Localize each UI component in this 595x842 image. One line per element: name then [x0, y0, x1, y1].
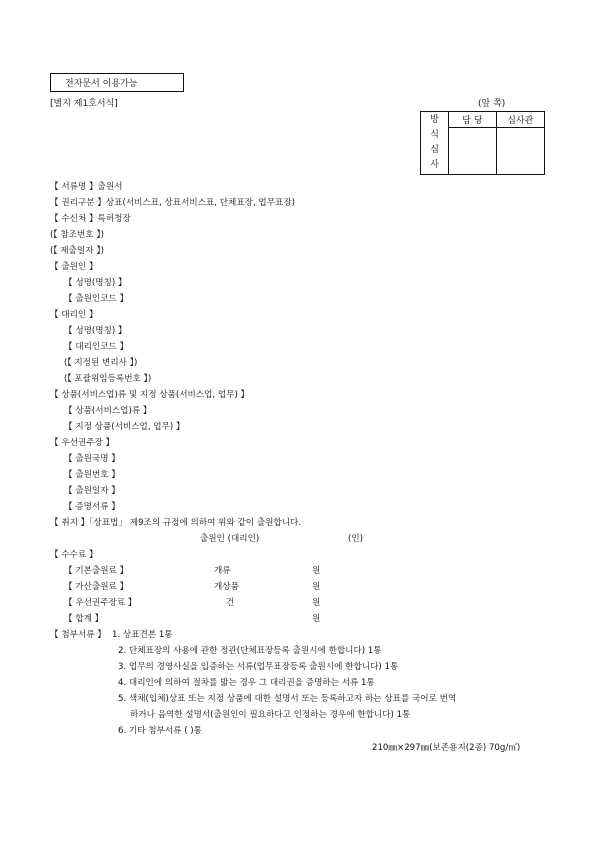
application-country: 【 출원국명 】: [64, 454, 120, 464]
applicant-heading: 【 출원인 】: [50, 262, 98, 272]
goods-class: 【 상품(서비스업)류 】: [64, 406, 152, 416]
examination-box: [420, 111, 545, 175]
right-type: 【 권리구분 】상표(서비스표, 상표서비스표, 단체표장, 업무표장): [50, 198, 295, 208]
attachment-item-continued: 하거나 음역한 설명서(출원인이 필요하다고 인정하는 경우에 한합니다) 1통: [130, 710, 411, 720]
designated-goods: 【 지정 상품(서비스업, 업무) 】: [64, 422, 185, 432]
exam-cell-examiner: [496, 128, 544, 175]
recipient: 【 수신처 】특허청장: [50, 214, 131, 224]
applicant-signature-label: 출원인 (대리인): [200, 534, 260, 544]
fee-basic-count: 개류: [214, 566, 231, 576]
exam-cell-staff: [449, 128, 496, 175]
priority-claim-heading: 【 우선권주장 】: [50, 438, 115, 448]
electronic-document-label: [50, 73, 184, 92]
attachment-item: 5. 색채(입체)상표 또는 지정 상품에 대한 설명서 또는 등록하고자 하는 상표를 국어로 번역: [118, 694, 457, 704]
fee-priority-label: 【 우선권주장료 】: [64, 598, 137, 608]
fee-basic-unit: 원: [312, 566, 321, 576]
fee-priority-count: 건: [226, 598, 235, 608]
exam-label-char: 식: [430, 130, 439, 140]
purpose-statement: 【 취지 】「상표법」 제9조의 규정에 의하여 위와 같이 출원합니다.: [50, 518, 302, 528]
fee-total-unit: 원: [312, 614, 321, 624]
attachment-item: 4. 대리인에 의하여 절차를 밟는 경우 그 대리권을 증명하는 서류 1통: [118, 678, 375, 688]
examination-label: [421, 112, 449, 175]
goods-class-heading: 【 상품(서비스업)류 및 지정 상품(서비스업, 업무) 】: [50, 390, 250, 400]
fee-total-label: 【 합계 】: [64, 614, 104, 624]
fee-additional-label: 【 가산출원료 】: [64, 582, 129, 592]
application-number: 【 출원번호 】: [64, 470, 120, 480]
reference-number: (【 참조번호 】): [50, 230, 104, 240]
seal-mark: (인): [348, 534, 364, 544]
applicant-name: 【 성명(명칭) 】: [64, 278, 127, 288]
exam-label-char: 사: [430, 160, 439, 170]
attachment-item: 3. 업무의 경영사실을 입증하는 서류(업무표장등록 출원시에 한합니다) 1통: [118, 662, 399, 672]
electronic-document-label-text: 전자문서 이용가능: [65, 79, 138, 89]
agent-heading: 【 대리인 】: [50, 310, 98, 320]
paper-spec: 210㎜×297㎜(보존용지(2종) 70g/㎡): [372, 743, 521, 753]
general-power-number: (【 포괄위임등록번호 】): [64, 374, 152, 384]
application-date: 【 출원일자 】: [64, 486, 120, 496]
exam-label-char: 심: [430, 145, 439, 155]
designated-attorney: (【 지정된 변리사 】): [64, 358, 138, 368]
exam-col-examiner: 심사관: [496, 112, 544, 128]
exam-label-char: 방: [430, 115, 439, 125]
fee-priority-unit: 원: [312, 598, 321, 608]
proof-documents: 【 증명서류 】: [64, 502, 120, 512]
fees-heading: 【 수수료 】: [50, 550, 98, 560]
form-number: [별지 제1호서식]: [50, 99, 118, 109]
attachment-item: 6. 기타 첨부서류 ( )통: [118, 726, 202, 736]
fee-basic-label: 【 기본출원료 】: [64, 566, 129, 576]
attachment-item: 2. 단체표장의 사용에 관한 정관(단체표장등록 출원시에 한합니다) 1통: [118, 646, 382, 656]
document-name: 【 서류명 】출원서: [50, 182, 123, 192]
fee-additional-count: 개상품: [214, 582, 239, 592]
agent-code: 【 대리인코드 】: [64, 342, 129, 352]
page-side: (앞 쪽): [478, 99, 506, 109]
applicant-code: 【 출원인코드 】: [64, 294, 129, 304]
agent-name: 【 성명(명칭) 】: [64, 326, 127, 336]
attachment-item: 1. 상표견본 1통: [112, 630, 173, 640]
submission-date: (【 제출일자 】): [50, 246, 104, 256]
attachments-heading: 【 첨부서류 】: [50, 630, 106, 640]
fee-additional-unit: 원: [312, 582, 321, 592]
exam-col-staff: 담 당: [449, 112, 496, 128]
